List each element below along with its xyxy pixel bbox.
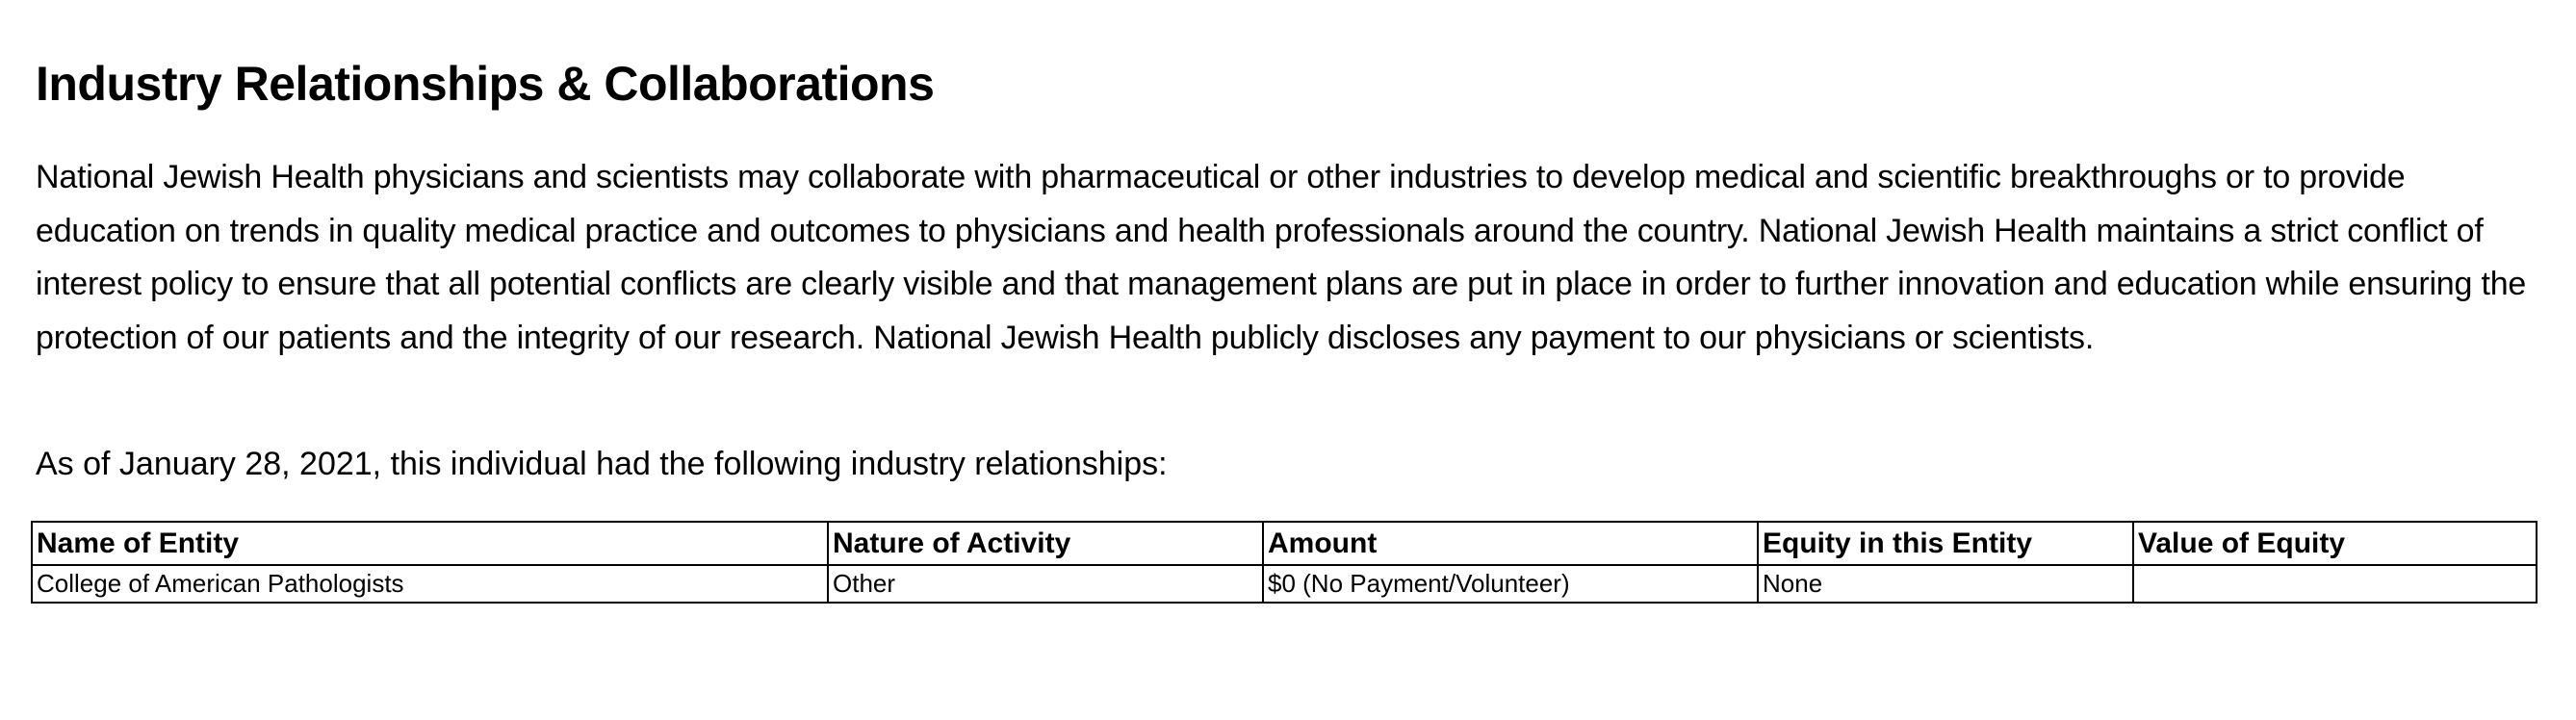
as-of-statement: As of January 28, 2021, this individual had the following industry relationships:: [36, 446, 1168, 482]
industry-relationships-table: [31, 521, 2537, 604]
header-amount: Amount: [1263, 522, 1758, 565]
cell-amount: $0 (No Payment/Volunteer): [1263, 565, 1758, 603]
page-title: Industry Relationships & Collaborations: [36, 57, 935, 111]
header-equity-in-entity: Equity in this Entity: [1758, 522, 2133, 565]
cell-nature-of-activity: Other: [828, 565, 1263, 603]
header-name-of-entity: Name of Entity: [32, 522, 828, 565]
header-value-of-equity: Value of Equity: [2133, 522, 2537, 565]
cell-equity-in-entity: None: [1758, 565, 2133, 603]
intro-paragraph: National Jewish Health physicians and scientists may collaborate with pharmaceutical or other industries to develop medical and scientific breakthroughs or to provide education on trends in quality medical practice and outcomes to physicians and health professionals around the country. National Jewish Health maintains a strict conflict of interest policy to ensure that all potential conflicts are clearly visible and that management plans are put in place in order to further innovation and education while ensuring the protection of our patients and the integrity of our research. National Jewish Health publicly discloses any payment to our physicians or scientists.: [36, 159, 2527, 356]
table-row: [32, 565, 2537, 603]
cell-name-of-entity: College of American Pathologists: [32, 565, 828, 603]
table-header-row: [32, 522, 2537, 565]
header-nature-of-activity: Nature of Activity: [828, 522, 1263, 565]
cell-value-of-equity: [2133, 565, 2537, 603]
